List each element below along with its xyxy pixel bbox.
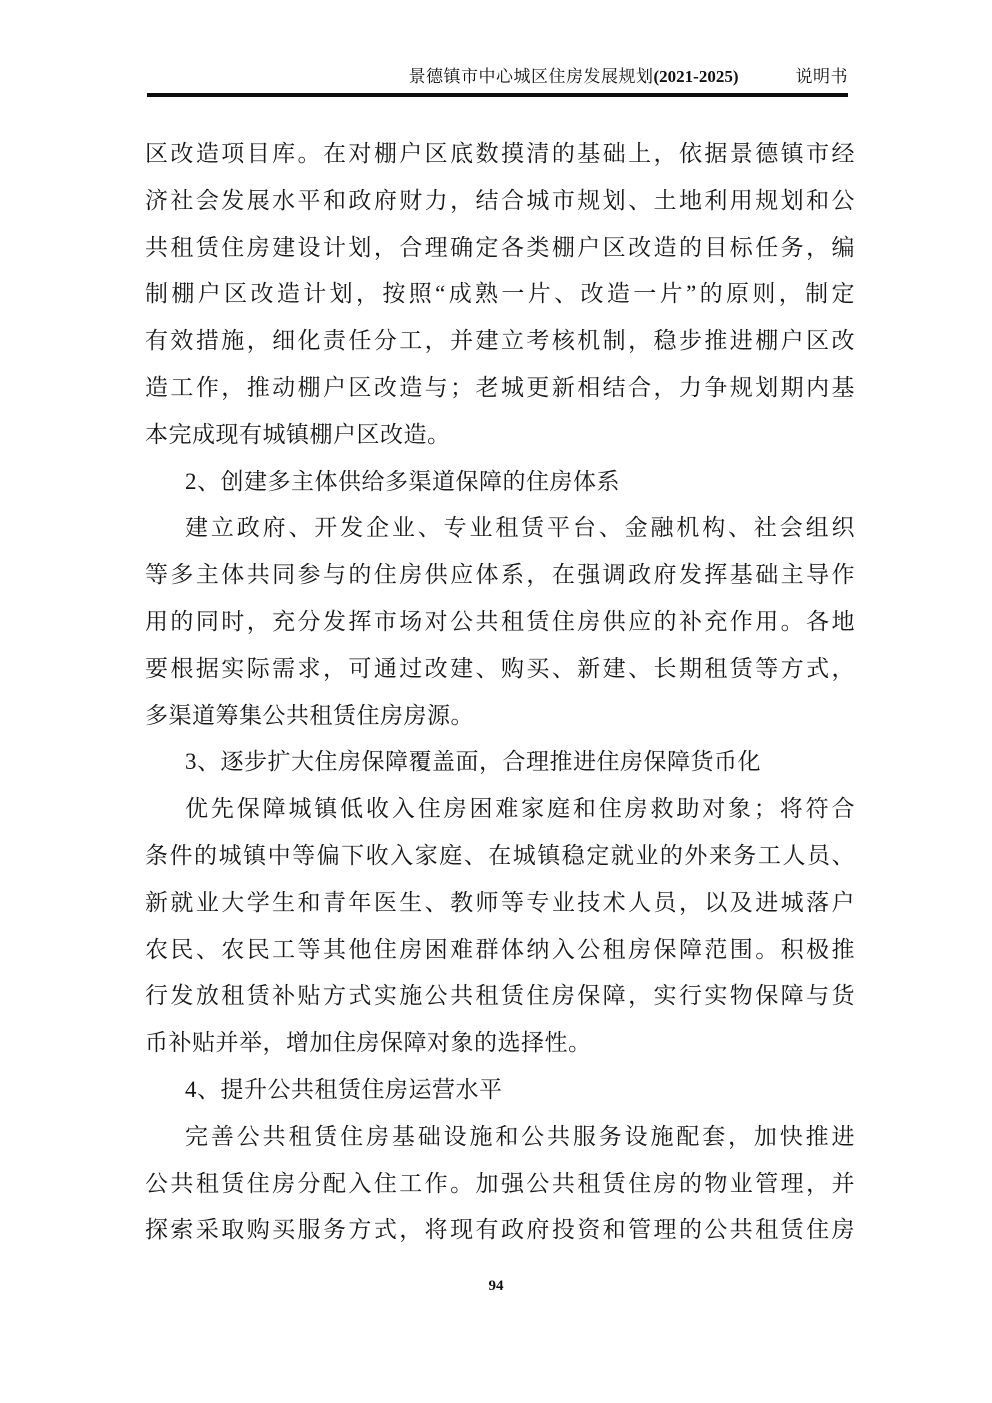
text-line: 本完成现有城镇棚户区改造。 <box>145 421 451 447</box>
text-line: 用的同时，充分发挥市场对公共租赁住房供应的补充作用。各地 <box>145 608 855 634</box>
text-line: 要根据实际需求，可通过改建、购买、新建、长期租赁等方式， <box>145 655 855 681</box>
section-heading-2: 2、创建多主体供给多渠道保障的住房体系 <box>185 468 620 494</box>
text-line: 农民、农民工等其他住房困难群体纳入公租房保障范围。积极推 <box>145 936 855 962</box>
text-line: 探索采取购买服务方式，将现有政府投资和管理的公共租赁住房 <box>145 1217 855 1243</box>
text-line: 币补贴并举，增加住房保障对象的选择性。 <box>145 1030 592 1056</box>
document-body <box>145 131 855 1254</box>
header-document-title <box>409 62 739 87</box>
page-header-text <box>147 62 848 87</box>
header-title-years: (2021-2025) <box>653 67 739 86</box>
text-line: 多渠道筹集公共租赁住房房源。 <box>145 702 474 728</box>
text-line: 有效措施，细化责任分工，并建立考核机制，稳步推进棚户区改 <box>145 328 855 354</box>
section-heading-4: 4、提升公共租赁住房运营水平 <box>185 1076 503 1102</box>
page-number: 94 <box>488 1278 504 1294</box>
page-header <box>147 62 848 97</box>
text-line: 造工作，推动棚户区改造与；老城更新相结合，力争规划期内基 <box>145 374 855 400</box>
text-line: 共租赁住房建设计划，合理确定各类棚户区改造的目标任务，编 <box>145 234 855 260</box>
text-line: 条件的城镇中等偏下收入家庭、在城镇稳定就业的外来务工人员、 <box>145 842 855 868</box>
text-line: 区改造项目库。在对棚户区底数摸清的基础上，依据景德镇市经 <box>145 141 855 166</box>
header-doc-type: 说明书 <box>795 67 848 86</box>
page-footer <box>0 1277 992 1295</box>
text-line: 济社会发展水平和政府财力，结合城市规划、土地利用规划和公 <box>145 187 855 213</box>
text-line: 制棚户区改造计划，按照“成熟一片、改造一片”的原则，制定 <box>145 281 855 307</box>
section-heading-3: 3、逐步扩大住房保障覆盖面，合理推进住房保障货币化 <box>185 749 761 775</box>
text-line: 新就业大学生和青年医生、教师等专业技术人员，以及进城落户 <box>145 889 855 915</box>
text-line: 公共租赁住房分配入住工作。加强公共租赁住房的物业管理，并 <box>145 1170 855 1196</box>
header-title-text: 景德镇市中心城区住房发展规划 <box>408 67 654 86</box>
text-line: 完善公共租赁住房基础设施和公共服务设施配套，加快推进 <box>185 1123 855 1149</box>
text-line: 行发放租赁补贴方式实施公共租赁住房保障，实行实物保障与货 <box>145 983 855 1009</box>
text-line: 优先保障城镇低收入住房困难家庭和住房救助对象；将符合 <box>185 796 855 822</box>
text-line: 建立政府、开发企业、专业租赁平台、金融机构、社会组织 <box>185 515 855 541</box>
text-line: 等多主体共同参与的住房供应体系，在强调政府发挥基础主导作 <box>145 562 855 588</box>
